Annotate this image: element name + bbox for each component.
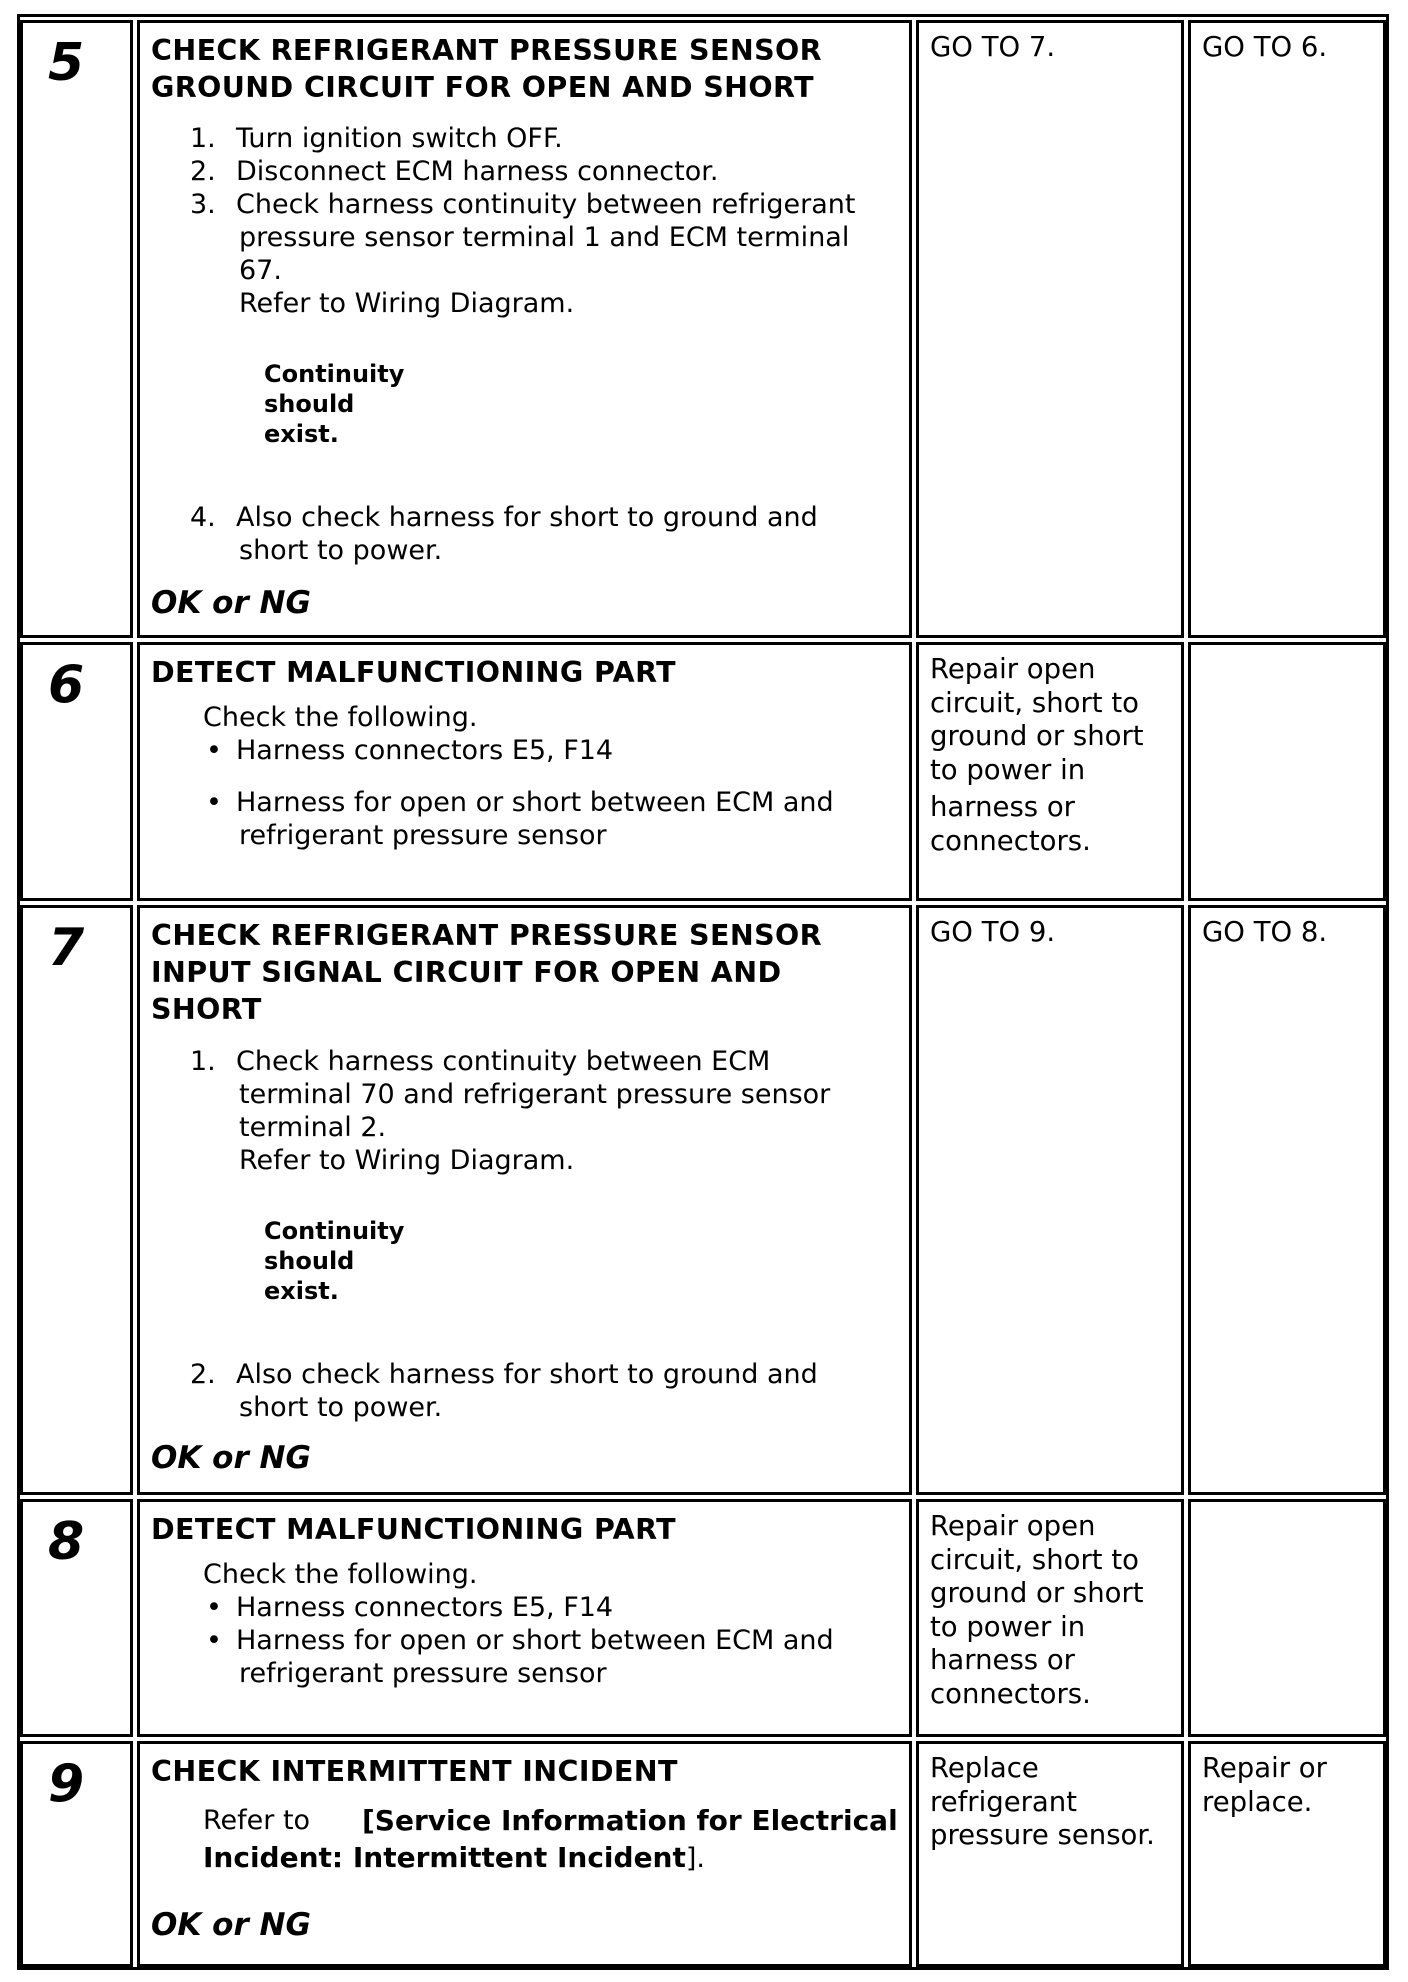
step-title-line: CHECK REFRIGERANT PRESSURE SENSOR — [151, 919, 822, 952]
step-number: 9 — [48, 1754, 85, 1814]
ok-result: GO TO 7. — [930, 31, 1056, 63]
ok-result-cell — [916, 905, 1184, 1495]
ng-result: GO TO 8. — [1202, 916, 1328, 948]
step-title — [151, 917, 901, 1028]
step-row-8 — [20, 1499, 1386, 1737]
step-content-cell — [137, 905, 912, 1495]
bullet-icon: • — [206, 1625, 222, 1656]
step-row-9 — [20, 1741, 1386, 1967]
note-line: exist. — [264, 420, 339, 448]
step-title — [151, 32, 901, 106]
result-line: Replace — [930, 1752, 1039, 1784]
step-marker: 3. — [190, 189, 216, 220]
result-line: to power in — [930, 753, 1086, 786]
result-line: ground or short — [930, 1577, 1144, 1609]
ok-result — [930, 653, 1180, 858]
ng-result-cell — [1188, 20, 1386, 638]
bullet-text: Harness for open or short between ECM and — [236, 787, 834, 818]
result-line: circuit, short to — [930, 686, 1139, 719]
step-number: 7 — [48, 918, 85, 978]
note-line: Continuity — [264, 1217, 405, 1245]
ok-result: GO TO 9. — [930, 916, 1056, 948]
step-content-cell — [137, 642, 912, 901]
ok-result-cell — [916, 1741, 1184, 1967]
step-row-7 — [20, 905, 1386, 1495]
step-number: 6 — [48, 655, 85, 715]
result-line: connectors. — [930, 824, 1091, 857]
ok-or-ng-label: OK or NG — [151, 1907, 311, 1943]
result-line: ground or short — [930, 720, 1144, 752]
step-text: Disconnect ECM harness connector. — [236, 156, 719, 187]
step-text: Turn ignition switch OFF. — [236, 123, 563, 154]
step-row-5 — [20, 20, 1386, 638]
ok-result-cell — [916, 642, 1184, 901]
step-text: Also check harness for short to ground and — [236, 502, 818, 533]
ok-result-cell — [916, 20, 1184, 638]
service-info-link-line2[interactable] — [203, 1841, 705, 1875]
ng-result-cell — [1188, 1499, 1386, 1737]
step-marker: 2. — [190, 1359, 216, 1390]
ng-result — [1202, 1752, 1386, 1819]
check-intro: Check the following. — [203, 1559, 478, 1590]
step-marker: 4. — [190, 502, 216, 533]
step-title-line: DETECT MALFUNCTIONING PART — [151, 1513, 677, 1546]
result-line: to power in — [930, 1610, 1086, 1643]
step-number-cell — [20, 905, 133, 1495]
note-line: should — [264, 390, 355, 418]
step-number: 5 — [48, 33, 85, 93]
step-content-cell — [137, 20, 912, 638]
step-text: Also check harness for short to ground and — [236, 1359, 818, 1390]
step-text: Check harness continuity between refrigerant — [236, 189, 856, 220]
bullet-icon: • — [206, 735, 222, 766]
ok-or-ng-label: OK or NG — [151, 585, 311, 621]
ok-result — [930, 1752, 1180, 1853]
refer-suffix: ]. — [685, 1843, 706, 1874]
step-number-cell — [20, 642, 133, 901]
ng-result-cell — [1188, 642, 1386, 901]
bullet-icon: • — [206, 1592, 222, 1623]
step-title — [151, 1511, 901, 1548]
note-line: should — [264, 1247, 355, 1275]
link-text[interactable]: Incident: Intermittent Incident — [203, 1841, 686, 1874]
ok-or-ng-label: OK or NG — [151, 1440, 311, 1476]
step-marker: 1. — [190, 1046, 216, 1077]
step-text: 67. — [239, 255, 282, 286]
result-line: connectors. — [930, 1677, 1091, 1710]
result-line: refrigerant — [930, 1785, 1077, 1818]
step-row-6 — [20, 642, 1386, 901]
ng-result-cell — [1188, 905, 1386, 1495]
step-title-line: CHECK REFRIGERANT PRESSURE SENSOR — [151, 34, 822, 67]
step-text: terminal 70 and refrigerant pressure sensor — [239, 1079, 831, 1110]
result-line: harness or — [930, 1644, 1075, 1676]
step-number-cell — [20, 20, 133, 638]
step-title-line: DETECT MALFUNCTIONING PART — [151, 656, 677, 689]
step-title — [151, 1753, 901, 1790]
bullet-text: refrigerant pressure sensor — [239, 820, 607, 851]
result-line: replace. — [1202, 1785, 1313, 1818]
step-text: short to power. — [239, 1392, 443, 1423]
step-content-cell — [137, 1741, 912, 1967]
check-intro: Check the following. — [203, 702, 478, 733]
step-number: 8 — [48, 1512, 85, 1572]
step-title-line: INPUT SIGNAL CIRCUIT FOR OPEN AND — [151, 956, 782, 989]
ok-result-cell — [916, 1499, 1184, 1737]
step-text: pressure sensor terminal 1 and ECM terminal — [239, 222, 850, 253]
step-title-line: GROUND CIRCUIT FOR OPEN AND SHORT — [151, 71, 814, 104]
step-title-line: SHORT — [151, 993, 262, 1026]
step-number-cell — [20, 1499, 133, 1737]
ok-result — [930, 1510, 1180, 1711]
continuity-note — [264, 1216, 464, 1306]
step-content-cell — [137, 1499, 912, 1737]
service-info-link[interactable]: [Service Information for Electrical — [362, 1804, 898, 1837]
step-marker: 1. — [190, 123, 216, 154]
bullet-text: refrigerant pressure sensor — [239, 1658, 607, 1689]
bullet-text: Harness connectors E5, F14 — [236, 735, 614, 766]
bullet-text: Harness connectors E5, F14 — [236, 1592, 614, 1623]
note-line: exist. — [264, 1277, 339, 1305]
result-line: circuit, short to — [930, 1543, 1139, 1576]
step-text: Refer to Wiring Diagram. — [239, 288, 575, 319]
continuity-note — [264, 359, 464, 449]
step-text: Refer to Wiring Diagram. — [239, 1145, 575, 1176]
step-text: short to power. — [239, 535, 443, 566]
result-line: Repair open — [930, 1510, 1096, 1542]
refer-prefix: Refer to — [203, 1805, 311, 1836]
result-line: harness or — [930, 791, 1075, 823]
ng-result-cell — [1188, 1741, 1386, 1967]
note-line: Continuity — [264, 360, 405, 388]
step-title — [151, 654, 901, 691]
result-line: Repair or — [1202, 1752, 1327, 1784]
step-marker: 2. — [190, 156, 216, 187]
diagnostic-table — [17, 14, 1389, 1970]
step-text: Check harness continuity between ECM — [236, 1046, 771, 1077]
step-title-line: CHECK INTERMITTENT INCIDENT — [151, 1755, 678, 1788]
step-text: terminal 2. — [239, 1112, 387, 1143]
bullet-text: Harness for open or short between ECM and — [236, 1625, 834, 1656]
result-line: pressure sensor. — [930, 1819, 1155, 1851]
result-line: Repair open — [930, 653, 1096, 685]
step-number-cell — [20, 1741, 133, 1967]
bullet-icon: • — [206, 787, 222, 818]
ng-result: GO TO 6. — [1202, 31, 1328, 63]
